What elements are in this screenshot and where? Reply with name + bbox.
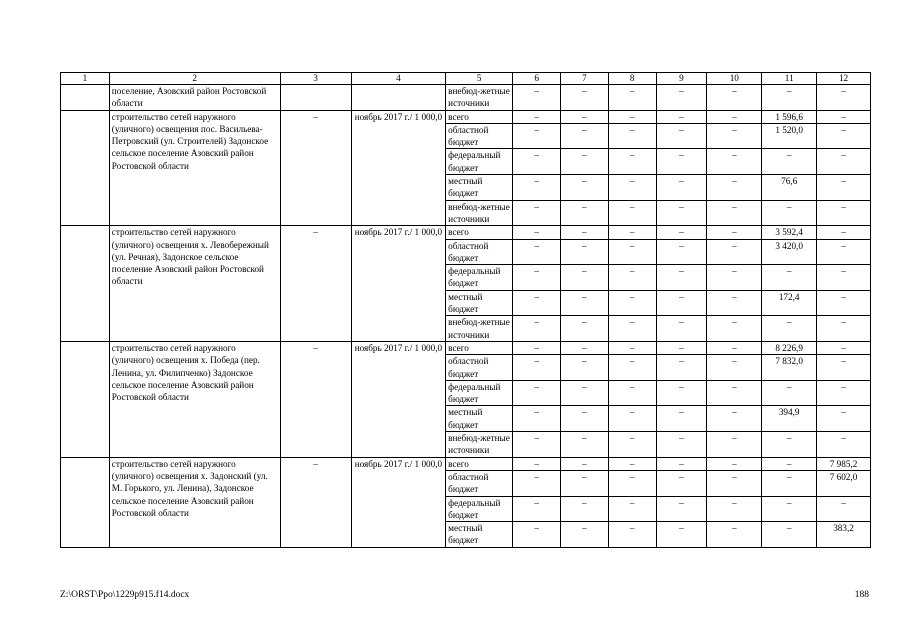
funding-source: областной бюджет: [446, 239, 513, 265]
year-value-col-8: –: [608, 200, 656, 226]
column-number-10: 10: [707, 73, 762, 85]
year-value-col-6: –: [513, 355, 561, 381]
year-value-col-8: –: [608, 522, 656, 548]
year-value-col-9: –: [656, 355, 707, 381]
year-value-col-10: –: [707, 226, 762, 239]
year-value-col-6: –: [513, 406, 561, 432]
year-value-col-9: –: [656, 341, 707, 354]
year-value-col-9: –: [656, 380, 707, 406]
year-value-col-9: –: [656, 406, 707, 432]
year-value-col-12: 383,2: [817, 522, 871, 548]
year-value-col-7: –: [561, 496, 609, 522]
funding-source: местный бюджет: [446, 522, 513, 548]
term-cost-cell: ноябрь 2017 г./ 1 000,0: [351, 110, 446, 226]
year-value-col-8: –: [608, 380, 656, 406]
year-value-col-12: 7 602,0: [817, 470, 871, 496]
year-value-col-6: –: [513, 496, 561, 522]
year-value-col-11: –: [762, 200, 817, 226]
year-value-col-8: –: [608, 341, 656, 354]
year-value-col-9: –: [656, 496, 707, 522]
year-value-col-11: 8 226,9: [762, 341, 817, 354]
object-description: поселение, Азовский район Ростовской области: [109, 85, 280, 111]
year-value-col-10: –: [707, 290, 762, 316]
funding-source: внебюд-жетные источники: [446, 200, 513, 226]
funding-source: федеральный бюджет: [446, 149, 513, 175]
year-value-col-9: –: [656, 432, 707, 458]
year-value-col-12: –: [817, 265, 871, 291]
year-value-col-9: –: [656, 123, 707, 149]
year-value-col-7: –: [561, 406, 609, 432]
program-table: [60, 72, 871, 548]
funding-source: областной бюджет: [446, 470, 513, 496]
year-value-col-7: –: [561, 85, 609, 111]
item-number: [61, 341, 110, 457]
year-value-col-7: –: [561, 175, 609, 201]
year-value-col-9: –: [656, 149, 707, 175]
year-value-col-6: –: [513, 226, 561, 239]
term-cost-cell: ноябрь 2017 г./ 1 000,0: [351, 457, 446, 547]
year-value-col-9: –: [656, 316, 707, 342]
object-description: строительство сетей наружного (уличного) освещения х. Задонский (ул. М. Горького, ул. Ленина), Задонское сельское поселение Азовский район Ростовской области: [109, 457, 280, 547]
table-row: [61, 457, 871, 470]
year-value-col-8: –: [608, 496, 656, 522]
file-path: Z:\ORST\Ppo\1229p915.f14.docx: [60, 590, 190, 600]
year-value-col-11: –: [762, 85, 817, 111]
year-value-col-6: –: [513, 341, 561, 354]
year-value-col-11: 3 420,0: [762, 239, 817, 265]
year-value-col-12: –: [817, 149, 871, 175]
column-number-11: 11: [762, 73, 817, 85]
year-value-col-7: –: [561, 432, 609, 458]
year-value-col-9: –: [656, 522, 707, 548]
funding-source: федеральный бюджет: [446, 265, 513, 291]
year-value-col-6: –: [513, 239, 561, 265]
column-number-8: 8: [608, 73, 656, 85]
year-value-col-10: –: [707, 380, 762, 406]
year-value-col-9: –: [656, 265, 707, 291]
year-value-col-12: –: [817, 226, 871, 239]
year-value-col-10: –: [707, 522, 762, 548]
year-value-col-6: –: [513, 380, 561, 406]
year-value-col-12: –: [817, 239, 871, 265]
year-value-col-6: –: [513, 200, 561, 226]
capacity-cell: [280, 85, 351, 111]
table-row: [61, 85, 871, 111]
column-number-1: 1: [61, 73, 110, 85]
capacity-cell: –: [280, 457, 351, 547]
funding-source: всего: [446, 457, 513, 470]
year-value-col-11: –: [762, 522, 817, 548]
funding-source: местный бюджет: [446, 290, 513, 316]
column-number-3: 3: [280, 73, 351, 85]
year-value-col-10: –: [707, 496, 762, 522]
item-number: [61, 226, 110, 342]
year-value-col-8: –: [608, 316, 656, 342]
year-value-col-8: –: [608, 265, 656, 291]
year-value-col-6: –: [513, 522, 561, 548]
funding-source: всего: [446, 341, 513, 354]
year-value-col-8: –: [608, 457, 656, 470]
year-value-col-11: –: [762, 149, 817, 175]
table-row: [61, 110, 871, 123]
column-number-7: 7: [561, 73, 609, 85]
year-value-col-10: –: [707, 239, 762, 265]
year-value-col-9: –: [656, 110, 707, 123]
year-value-col-10: –: [707, 175, 762, 201]
year-value-col-8: –: [608, 290, 656, 316]
year-value-col-10: –: [707, 406, 762, 432]
item-number: [61, 457, 110, 547]
year-value-col-7: –: [561, 149, 609, 175]
column-number-4: 4: [351, 73, 446, 85]
year-value-col-7: –: [561, 522, 609, 548]
year-value-col-8: –: [608, 406, 656, 432]
year-value-col-11: –: [762, 432, 817, 458]
year-value-col-10: –: [707, 149, 762, 175]
year-value-col-11: 172,4: [762, 290, 817, 316]
table-row: [61, 226, 871, 239]
column-number-2: 2: [109, 73, 280, 85]
year-value-col-10: –: [707, 123, 762, 149]
year-value-col-6: –: [513, 432, 561, 458]
year-value-col-11: –: [762, 316, 817, 342]
year-value-col-12: –: [817, 355, 871, 381]
capacity-cell: –: [280, 110, 351, 226]
year-value-col-9: –: [656, 239, 707, 265]
year-value-col-11: –: [762, 265, 817, 291]
year-value-col-10: –: [707, 85, 762, 111]
funding-source: внебюд-жетные источники: [446, 432, 513, 458]
item-number: [61, 85, 110, 111]
term-cost-cell: [351, 85, 446, 111]
year-value-col-12: –: [817, 380, 871, 406]
year-value-col-6: –: [513, 457, 561, 470]
year-value-col-8: –: [608, 149, 656, 175]
year-value-col-10: –: [707, 110, 762, 123]
column-number-6: 6: [513, 73, 561, 85]
year-value-col-6: –: [513, 470, 561, 496]
year-value-col-8: –: [608, 123, 656, 149]
funding-source: всего: [446, 110, 513, 123]
year-value-col-12: 7 985,2: [817, 457, 871, 470]
year-value-col-10: –: [707, 316, 762, 342]
year-value-col-11: –: [762, 496, 817, 522]
year-value-col-8: –: [608, 110, 656, 123]
capacity-cell: –: [280, 341, 351, 457]
year-value-col-8: –: [608, 432, 656, 458]
funding-source: внебюд-жетные источники: [446, 316, 513, 342]
term-cost-cell: ноябрь 2017 г./ 1 000,0: [351, 226, 446, 342]
year-value-col-6: –: [513, 316, 561, 342]
table-body: [61, 85, 871, 548]
column-number-5: 5: [446, 73, 513, 85]
year-value-col-7: –: [561, 110, 609, 123]
year-value-col-12: –: [817, 406, 871, 432]
year-value-col-12: –: [817, 496, 871, 522]
year-value-col-7: –: [561, 265, 609, 291]
year-value-col-12: –: [817, 341, 871, 354]
year-value-col-11: 1 520,0: [762, 123, 817, 149]
year-value-col-7: –: [561, 290, 609, 316]
year-value-col-6: –: [513, 175, 561, 201]
year-value-col-9: –: [656, 175, 707, 201]
funding-source: местный бюджет: [446, 406, 513, 432]
page-number: 188: [854, 590, 869, 600]
year-value-col-11: –: [762, 380, 817, 406]
year-value-col-12: –: [817, 290, 871, 316]
table-row: [61, 341, 871, 354]
year-value-col-11: 394,9: [762, 406, 817, 432]
year-value-col-8: –: [608, 355, 656, 381]
year-value-col-8: –: [608, 226, 656, 239]
year-value-col-10: –: [707, 470, 762, 496]
year-value-col-7: –: [561, 316, 609, 342]
year-value-col-9: –: [656, 85, 707, 111]
year-value-col-9: –: [656, 226, 707, 239]
year-value-col-7: –: [561, 457, 609, 470]
year-value-col-12: –: [817, 316, 871, 342]
year-value-col-7: –: [561, 226, 609, 239]
year-value-col-7: –: [561, 341, 609, 354]
year-value-col-8: –: [608, 175, 656, 201]
object-description: строительство сетей наружного (уличного) освещения х. Левобережный (ул. Речная), Задонское сельское поселение Азовский район Ростовской области: [109, 226, 280, 342]
year-value-col-8: –: [608, 85, 656, 111]
year-value-col-12: –: [817, 432, 871, 458]
item-number: [61, 110, 110, 226]
year-value-col-6: –: [513, 265, 561, 291]
year-value-col-7: –: [561, 200, 609, 226]
capacity-cell: –: [280, 226, 351, 342]
year-value-col-11: 3 592,4: [762, 226, 817, 239]
funding-source: федеральный бюджет: [446, 496, 513, 522]
year-value-col-9: –: [656, 200, 707, 226]
year-value-col-6: –: [513, 290, 561, 316]
object-description: строительство сетей наружного (уличного) освещения пос. Васильева-Петровский (ул. Строителей) Задонское сельское поселение Азовский район Ростовской области: [109, 110, 280, 226]
year-value-col-10: –: [707, 341, 762, 354]
term-cost-cell: ноябрь 2017 г./ 1 000,0: [351, 341, 446, 457]
year-value-col-8: –: [608, 239, 656, 265]
year-value-col-10: –: [707, 457, 762, 470]
year-value-col-12: –: [817, 175, 871, 201]
year-value-col-11: 1 596,6: [762, 110, 817, 123]
year-value-col-11: 76,6: [762, 175, 817, 201]
year-value-col-6: –: [513, 149, 561, 175]
funding-source: местный бюджет: [446, 175, 513, 201]
year-value-col-11: 7 832,0: [762, 355, 817, 381]
year-value-col-7: –: [561, 239, 609, 265]
object-description: строительство сетей наружного (уличного) освещения х. Победа (пер. Ленина, ул. Филипченко) Задонское сельское поселение Азовский район Ростовской области: [109, 341, 280, 457]
year-value-col-12: –: [817, 200, 871, 226]
year-value-col-12: –: [817, 123, 871, 149]
year-value-col-10: –: [707, 355, 762, 381]
funding-source: всего: [446, 226, 513, 239]
year-value-col-11: –: [762, 457, 817, 470]
funding-source: областной бюджет: [446, 123, 513, 149]
year-value-col-6: –: [513, 123, 561, 149]
year-value-col-7: –: [561, 355, 609, 381]
year-value-col-10: –: [707, 432, 762, 458]
funding-source: внебюд-жетные источники: [446, 85, 513, 111]
year-value-col-10: –: [707, 200, 762, 226]
year-value-col-9: –: [656, 457, 707, 470]
funding-source: областной бюджет: [446, 355, 513, 381]
year-value-col-6: –: [513, 85, 561, 111]
year-value-col-6: –: [513, 110, 561, 123]
year-value-col-12: –: [817, 110, 871, 123]
column-number-12: 12: [817, 73, 871, 85]
year-value-col-9: –: [656, 470, 707, 496]
year-value-col-9: –: [656, 290, 707, 316]
column-number-row: [61, 73, 871, 85]
year-value-col-12: –: [817, 85, 871, 111]
year-value-col-7: –: [561, 470, 609, 496]
year-value-col-7: –: [561, 123, 609, 149]
funding-source: федеральный бюджет: [446, 380, 513, 406]
year-value-col-7: –: [561, 380, 609, 406]
year-value-col-10: –: [707, 265, 762, 291]
year-value-col-11: –: [762, 470, 817, 496]
year-value-col-8: –: [608, 470, 656, 496]
column-number-9: 9: [656, 73, 707, 85]
